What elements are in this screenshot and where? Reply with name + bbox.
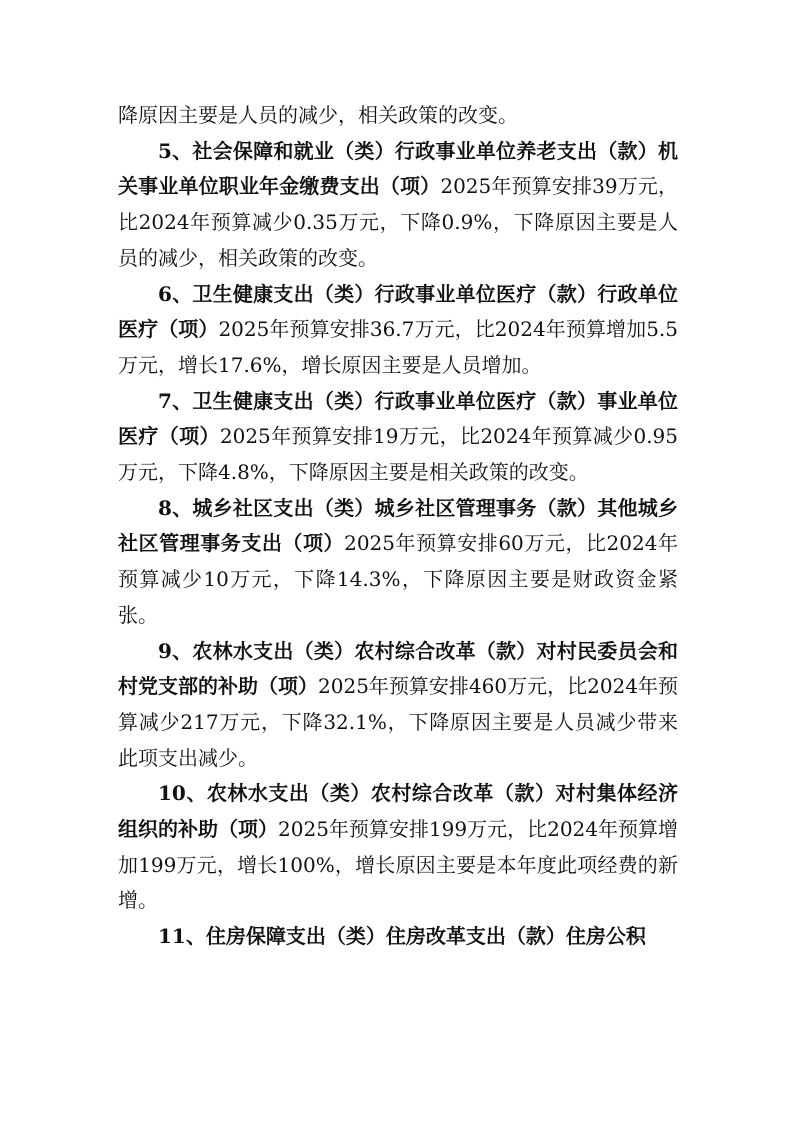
paragraph-heading: 6、卫生健康支出（类）行政事业单位医疗（款）行政单位医疗（项）: [118, 281, 678, 342]
paragraph-heading: 5、社会保障和就业（类）行政事业单位养老支出（款）机关事业单位职业年金缴费支出（项）: [118, 138, 678, 199]
paragraph-body: 降原因主要是人员的减少，相关政策的改变。: [118, 103, 518, 127]
paragraph-heading: 10、农林水支出（类）农村综合改革（款）对村集体经济组织的补助（项）: [118, 781, 678, 842]
paragraph-body: 2025年预算安排460万元，比2024年预算减少217万元，下降32.1%，下降原因主要是人员减少带来此项支出减少。: [118, 674, 678, 770]
paragraph-body: 2025年预算安排199万元，比2024年预算增加199万元，增长100%，增长原因主要是本年度此项经费的新增。: [118, 817, 678, 913]
paragraph-continuation: [118, 98, 678, 134]
paragraph-item-7: [118, 384, 678, 491]
paragraph-body: 2025年预算安排39万元，比2024年预算减少0.35万元，下降0.9%，下降原因主要是人员的减少，相关政策的改变。: [118, 174, 679, 270]
paragraph-body: 2025年预算安排19万元，比2024年预算减少0.95万元，下降4.8%，下降原因主要是相关政策的改变。: [118, 424, 679, 485]
paragraph-heading: 9、农林水支出（类）农村综合改革（款）对村民委员会和村党支部的补助（项）: [118, 638, 678, 699]
paragraph-item-11: [118, 919, 678, 955]
paragraph-body: 2025年预算安排60万元，比2024年预算减少10万元，下降14.3%，下降原因主要是财政资金紧张。: [118, 531, 679, 627]
document-page: [118, 98, 678, 955]
paragraph-item-8: [118, 491, 678, 634]
paragraph-body: 2025年预算安排36.7万元，比2024年预算增加5.5万元，增长17.6%，增长原因主要是人员增加。: [118, 317, 679, 377]
paragraph-heading: 11、住房保障支出（类）住房改革支出（款）住房公积: [158, 924, 646, 949]
paragraph-item-10: [118, 776, 678, 919]
paragraph-heading: 8、城乡社区支出（类）城乡社区管理事务（款）其他城乡社区管理事务支出（项）: [118, 495, 678, 556]
paragraph-item-6: [118, 277, 678, 384]
paragraph-item-9: [118, 634, 678, 777]
paragraph-heading: 7、卫生健康支出（类）行政事业单位医疗（款）事业单位医疗（项）: [118, 388, 678, 449]
paragraph-item-5: [118, 134, 678, 277]
